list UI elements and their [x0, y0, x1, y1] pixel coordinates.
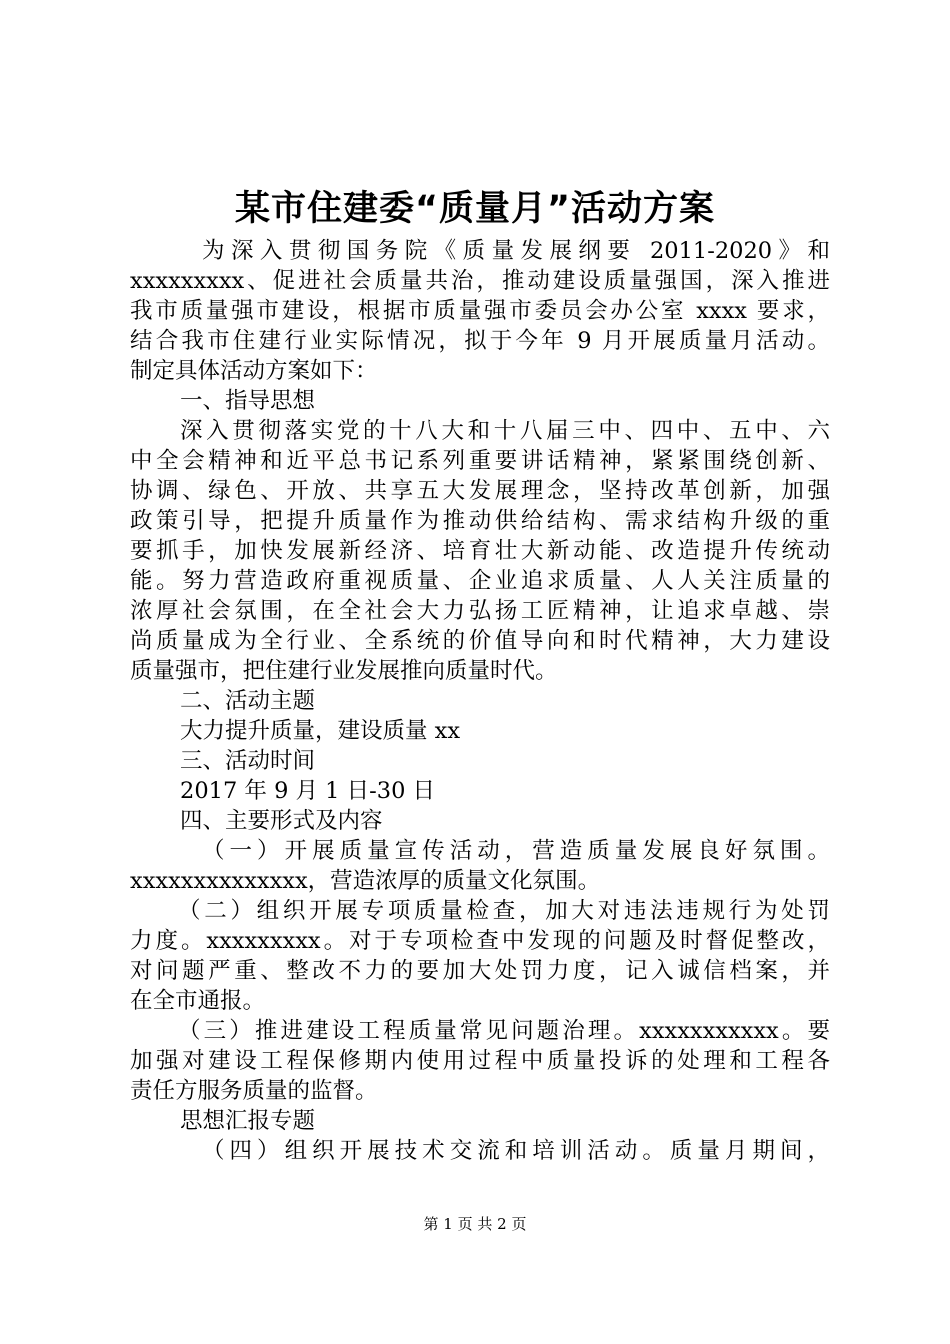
section-heading: 三、活动时间	[180, 748, 316, 774]
section-heading: 思想汇报专题	[180, 1108, 316, 1134]
page-footer: 第 1 页 共 2 页	[423, 1215, 527, 1233]
paragraph-line: （三）推进建设工程质量常见问题治理。xxxxxxxxxxx。要	[178, 1018, 830, 1044]
paragraph-line: 在全市通报。	[130, 988, 266, 1014]
paragraph-line: xxxxxxxxx、促进社会质量共治，推动建设质量强国，深入推进	[130, 268, 830, 294]
paragraph-line: 力度。xxxxxxxxx。对于专项检查中发现的问题及时督促整改，	[130, 928, 830, 954]
paragraph-line: 对问题严重、整改不力的要加大处罚力度，记入诚信档案，并	[130, 958, 830, 984]
paragraph-line: 责任方服务质量的监督。	[130, 1078, 378, 1104]
paragraph-line: 质量强市，把住建行业发展推向质量时代。	[130, 658, 558, 684]
paragraph-line: 能。努力营造政府重视质量、企业追求质量、人人关注质量的	[130, 568, 830, 594]
paragraph-line: 大力提升质量，建设质量 xx	[180, 718, 461, 744]
paragraph-line: （四）组织开展技术交流和培训活动。质量月期间，	[202, 1138, 830, 1164]
document-title: 某市住建委“质量月”活动方案	[234, 189, 715, 229]
paragraph-line: 尚质量成为全行业、全系统的价值导向和时代精神，大力建设	[130, 628, 830, 654]
document-body	[130, 236, 830, 1166]
paragraph-line: 结合我市住建行业实际情况，拟于今年 9 月开展质量月活动。	[130, 328, 830, 354]
paragraph-line: 加强对建设工程保修期内使用过程中质量投诉的处理和工程各	[130, 1048, 830, 1074]
paragraph-line: （一）开展质量宣传活动，营造质量发展良好氛围。	[202, 838, 830, 864]
paragraph-line: 我市质量强市建设，根据市质量强市委员会办公室 xxxx 要求，	[130, 298, 830, 324]
paragraph-line: 协调、绿色、开放、共享五大发展理念，坚持改革创新，加强	[130, 478, 830, 504]
paragraph-line: 中全会精神和近平总书记系列重要讲话精神，紧紧围绕创新、	[130, 448, 830, 474]
paragraph-line: （二）组织开展专项质量检查，加大对违法违规行为处罚	[178, 898, 830, 924]
paragraph-line: 2017 年 9 月 1 日-30 日	[180, 778, 436, 804]
paragraph-line: 深入贯彻落实党的十八大和十八届三中、四中、五中、六	[180, 418, 830, 444]
section-heading: 二、活动主题	[180, 688, 316, 714]
paragraph-line: 政策引导，把提升质量作为推动供给结构、需求结构升级的重	[130, 508, 830, 534]
paragraph-line: xxxxxxxxxxxxxx，营造浓厚的质量文化氛围。	[130, 868, 601, 894]
section-heading: 四、主要形式及内容	[180, 808, 383, 834]
paragraph-line: 要抓手，加快发展新经济、培育壮大新动能、改造提升传统动	[130, 538, 830, 564]
paragraph-line: 浓厚社会氛围，在全社会大力弘扬工匠精神，让追求卓越、崇	[130, 598, 830, 624]
section-heading: 一、指导思想	[180, 388, 316, 414]
paragraph-line: 为深入贯彻国务院《质量发展纲要 2011-2020》和	[202, 238, 830, 264]
paragraph-line: 制定具体活动方案如下：	[130, 358, 378, 384]
